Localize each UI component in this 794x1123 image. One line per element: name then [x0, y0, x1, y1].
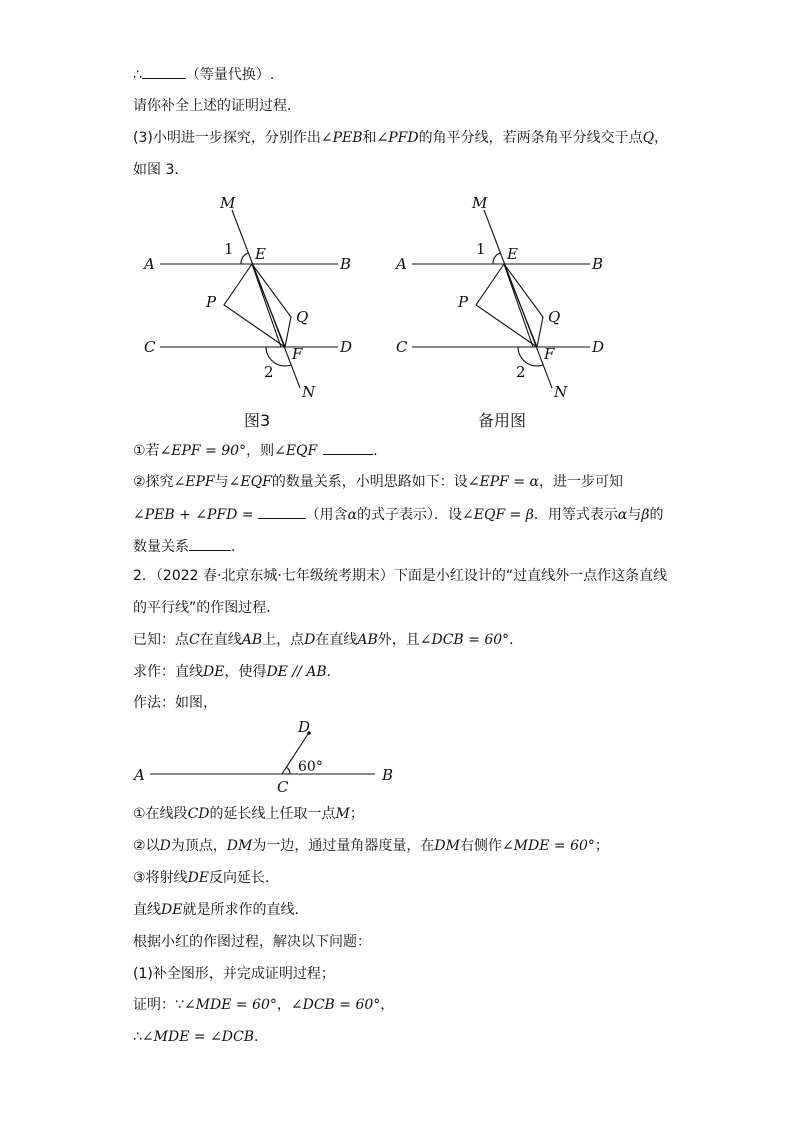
label-n: N — [554, 383, 568, 401]
see-figure-3: 如图 3． — [133, 162, 189, 178]
label-angle-2: 2 — [264, 363, 274, 381]
label-p: P — [206, 293, 217, 311]
label-c: C — [396, 338, 408, 356]
step-3: ③将射线DE反向延长． — [133, 870, 280, 886]
subquestion-p2-1: (1)补全图形，并完成证明过程； — [133, 966, 335, 982]
angle-1-arc — [241, 253, 248, 264]
step-2: ②以D为顶点，DM为一边，通过量角器度量，在DM右侧作∠MDE = 60°； — [133, 838, 609, 854]
problem-2-title: 2．（2022 春·北京东城·七年级统考期末）下面是小红设计的“过直线外一点作这条直线 — [133, 568, 668, 584]
label-d: D — [340, 338, 353, 356]
broken-line-epf — [224, 264, 285, 347]
label-angle-1: 1 — [224, 240, 234, 258]
answer-blank — [258, 504, 306, 519]
segment-ef-1 — [504, 264, 537, 347]
figure-3 — [140, 192, 370, 402]
solve-prompt: 根据小红的作图过程，解决以下问题： — [133, 934, 371, 950]
label-a: A — [396, 255, 407, 273]
label-m: M — [472, 194, 488, 212]
answer-blank — [189, 536, 231, 551]
required-construction: 求作：直线DE，使得DE // AB． — [133, 664, 341, 680]
problem-2-title-cont: 的平行线”的作图过程． — [133, 600, 281, 616]
label-f: F — [544, 345, 555, 363]
label-e: E — [507, 245, 518, 263]
label-a: A — [134, 766, 145, 784]
angle-60-arc — [286, 767, 290, 774]
label-e: E — [255, 245, 266, 263]
subquestion-2-cont: ∠PEB + ∠PFD = （用含α的式子表示）．设∠EQF = β．用等式表示α与β的 — [133, 504, 663, 525]
figure-backup — [392, 192, 622, 402]
label-p: P — [458, 293, 469, 311]
answer-blank — [142, 64, 186, 79]
label-angle-1: 1 — [476, 240, 486, 258]
label-q: Q — [296, 308, 309, 326]
label-angle-2: 2 — [516, 363, 526, 381]
step-1: ①在线段CD的延长线上任取一点M； — [133, 806, 364, 822]
label-c: C — [277, 778, 289, 796]
label-b: B — [382, 766, 394, 784]
figure-3-caption: 图3 — [244, 411, 271, 430]
method-heading: 作法：如图， — [133, 695, 217, 711]
angle-1-arc — [493, 253, 500, 264]
proof-line-1: 证明：∵∠MDE = 60°，∠DCB = 60°， — [133, 997, 395, 1013]
label-q: Q — [548, 308, 561, 326]
broken-line-epf — [476, 264, 537, 347]
instruction-complete-proof: 请你补全上述的证明过程． — [133, 98, 301, 114]
answer-blank — [323, 440, 373, 455]
subquestion-2: ②探究∠EPF与∠EQF的数量关系，小明思路如下：设∠EPF = α，进一步可知 — [133, 474, 623, 490]
conclusion: 直线DE就是所求作的直线． — [133, 902, 309, 918]
label-c: C — [144, 338, 156, 356]
label-f: F — [292, 345, 303, 363]
proof-line-2: ∴∠MDE = ∠DCB． — [133, 1029, 269, 1045]
line-equal-substitution: ∴ （等量代换）. — [133, 64, 274, 85]
label-b: B — [340, 255, 352, 273]
label-m: M — [220, 194, 236, 212]
label-d: D — [592, 338, 605, 356]
label-a: A — [144, 255, 155, 273]
figure-construction — [130, 714, 400, 798]
label-d: D — [298, 718, 311, 736]
label-angle-60: 60° — [298, 759, 323, 775]
subquestion-1: ①若∠EPF = 90°，则∠EQF ． — [133, 440, 387, 461]
subquestion-2-relation: 数量关系 ． — [133, 536, 245, 557]
known-condition: 已知：点C在直线AB上，点D在直线AB外，且∠DCB = 60°． — [133, 632, 524, 648]
segment-ef-1 — [252, 264, 285, 347]
question-3-statement: (3)小明进一步探究，分别作出∠PEB和∠PFD的角平分线，若两条角平分线交于点Q， — [133, 130, 669, 146]
label-n: N — [302, 383, 316, 401]
label-b: B — [592, 255, 604, 273]
figure-backup-caption: 备用图 — [478, 411, 527, 430]
